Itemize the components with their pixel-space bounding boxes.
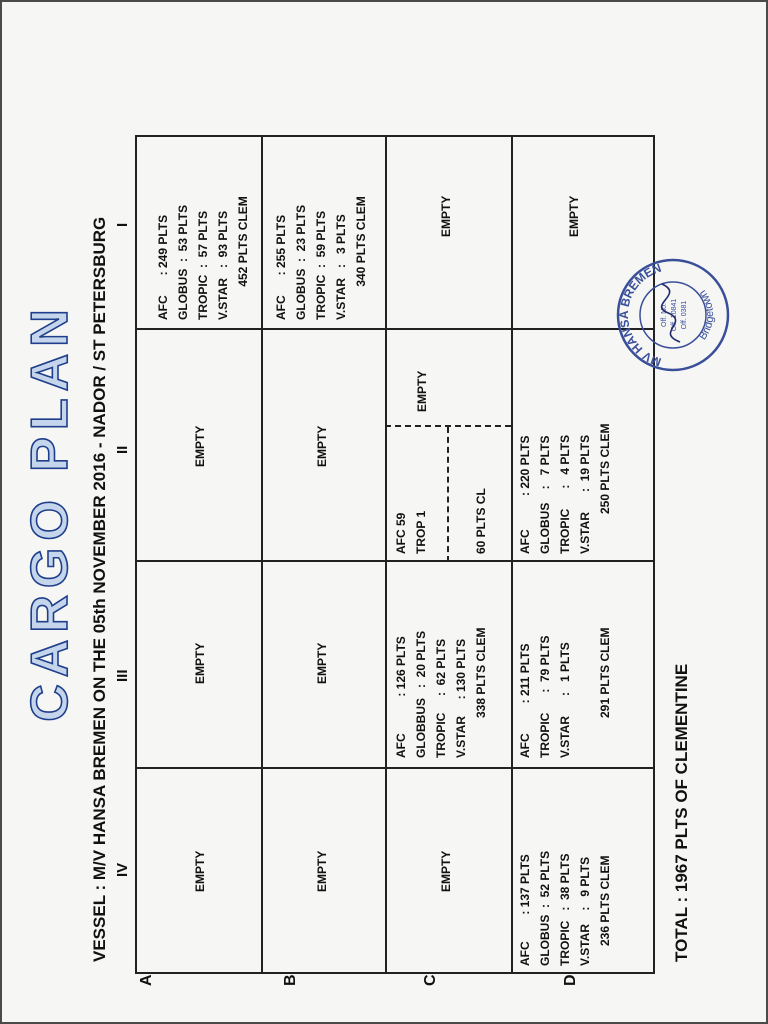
cell-c-iii (391, 628, 491, 758)
stamp-bottom-text: Bridgetown (696, 287, 717, 343)
svg-text:Off. No.: Off. No. (661, 303, 668, 327)
cargo-line: GLOBUS : 7 PLTS (538, 435, 552, 554)
cargo-line: AFC : 137 PLTS (518, 854, 532, 966)
total-line: TOTAL : 1967 PLTS OF CLEMENTINE (672, 663, 691, 962)
empty-label: EMPTY (193, 425, 207, 467)
cargo-line: V.STAR : 3 PLTS (334, 214, 348, 320)
cell-d-ii (515, 424, 615, 554)
empty-label: EMPTY (193, 642, 207, 684)
stamp-top-text: MV HANSA BREMEN (617, 260, 664, 370)
row-label-c: C (422, 974, 439, 986)
cargo-line: TROPIC : 62 PLTS (434, 638, 448, 758)
cargo-line: GLOBUS : 23 PLTS (294, 204, 308, 320)
cargo-line: TROPIC : 4 PLTS (558, 434, 572, 554)
dashed-divider (385, 425, 511, 427)
cargo-line: GLOBBUS : 20 PLTS (414, 630, 428, 758)
cargo-line: TROPIC : 79 PLTS (538, 635, 552, 758)
cargo-line: 338 PLTS CLEM (474, 627, 488, 758)
cargo-line: 291 PLTS CLEM (598, 627, 612, 758)
cargo-line: 236 PLTS CLEM (598, 855, 612, 966)
vessel-line: VESSEL : M/V HANSA BREMEN ON THE 05th NOVEMBER 2016 - NADOR / ST PETERSBURG (90, 216, 109, 962)
cargo-grid (135, 135, 655, 974)
document-page (2, 2, 766, 1022)
column-divider (137, 560, 653, 562)
cargo-line: AFC : 249 PLTS (156, 214, 170, 320)
empty-label: EMPTY (315, 425, 329, 467)
empty-label: EMPTY (439, 195, 453, 237)
svg-text:Off. 10841: Off. 10841 (671, 298, 678, 332)
svg-text:Off. 0381: Off. 0381 (681, 300, 688, 330)
cargo-line: V.STAR : 93 PLTS (216, 210, 230, 320)
column-header-ii: II (114, 445, 131, 454)
rotated-cargo-plan (2, 2, 766, 1022)
empty-label: EMPTY (415, 370, 429, 412)
cargo-line: AFC : 255 PLTS (274, 214, 288, 320)
cargo-line: GLOBUS : 52 PLTS (538, 850, 552, 966)
cell-c-ii-split (391, 488, 491, 554)
cargo-line: 250 PLTS CLEM (598, 423, 612, 554)
cargo-line: V.STAR : 1 PLTS (558, 642, 572, 758)
row-label-d: D (562, 974, 579, 986)
cell-d-iv (515, 851, 615, 966)
cargo-line (431, 488, 451, 554)
cargo-line: 60 PLTS CL (474, 488, 488, 554)
column-header-iv: IV (114, 862, 131, 877)
ship-stamp (614, 256, 732, 374)
empty-label: EMPTY (193, 850, 207, 892)
cargo-line: V.STAR : 130 PLTS (454, 638, 468, 758)
cargo-line: AFC 59 (394, 512, 408, 554)
cell-a-i (153, 196, 253, 320)
cargo-line: TROPIC : 57 PLTS (196, 210, 210, 320)
cell-b-i (271, 196, 371, 320)
column-divider (137, 767, 653, 769)
empty-label: EMPTY (567, 195, 581, 237)
cargo-line: TROPIC : 38 PLTS (558, 853, 572, 966)
cargo-line: V.STAR : 9 PLTS (578, 856, 592, 966)
row-divider (261, 137, 263, 972)
cargo-line: AFC : 220 PLTS (518, 435, 532, 554)
row-label-a: A (138, 974, 155, 986)
cargo-line (451, 488, 471, 554)
cargo-line: 452 PLTS CLEM (236, 196, 250, 320)
cargo-line: 340 PLTS CLEM (354, 196, 368, 320)
cargo-line: TROPIC : 59 PLTS (314, 210, 328, 320)
column-header-i: I (114, 222, 131, 227)
cargo-line: V.STAR : 19 PLTS (578, 434, 592, 554)
page-title: CARGO PLAN (21, 302, 79, 722)
cell-d-iii (515, 628, 615, 758)
cargo-line (575, 628, 595, 758)
row-divider (385, 137, 387, 972)
empty-label: EMPTY (315, 642, 329, 684)
column-divider (137, 328, 653, 330)
cargo-line: TROP 1 (414, 510, 428, 554)
cargo-line: GLOBUS : 53 PLTS (176, 204, 190, 320)
column-header-iii: III (114, 669, 131, 682)
empty-label: EMPTY (439, 850, 453, 892)
cargo-line: AFC : 126 PLTS (394, 636, 408, 758)
row-divider (511, 137, 513, 972)
cargo-line: AFC : 211 PLTS (518, 643, 532, 758)
row-label-b: B (282, 974, 299, 986)
empty-label: EMPTY (315, 850, 329, 892)
